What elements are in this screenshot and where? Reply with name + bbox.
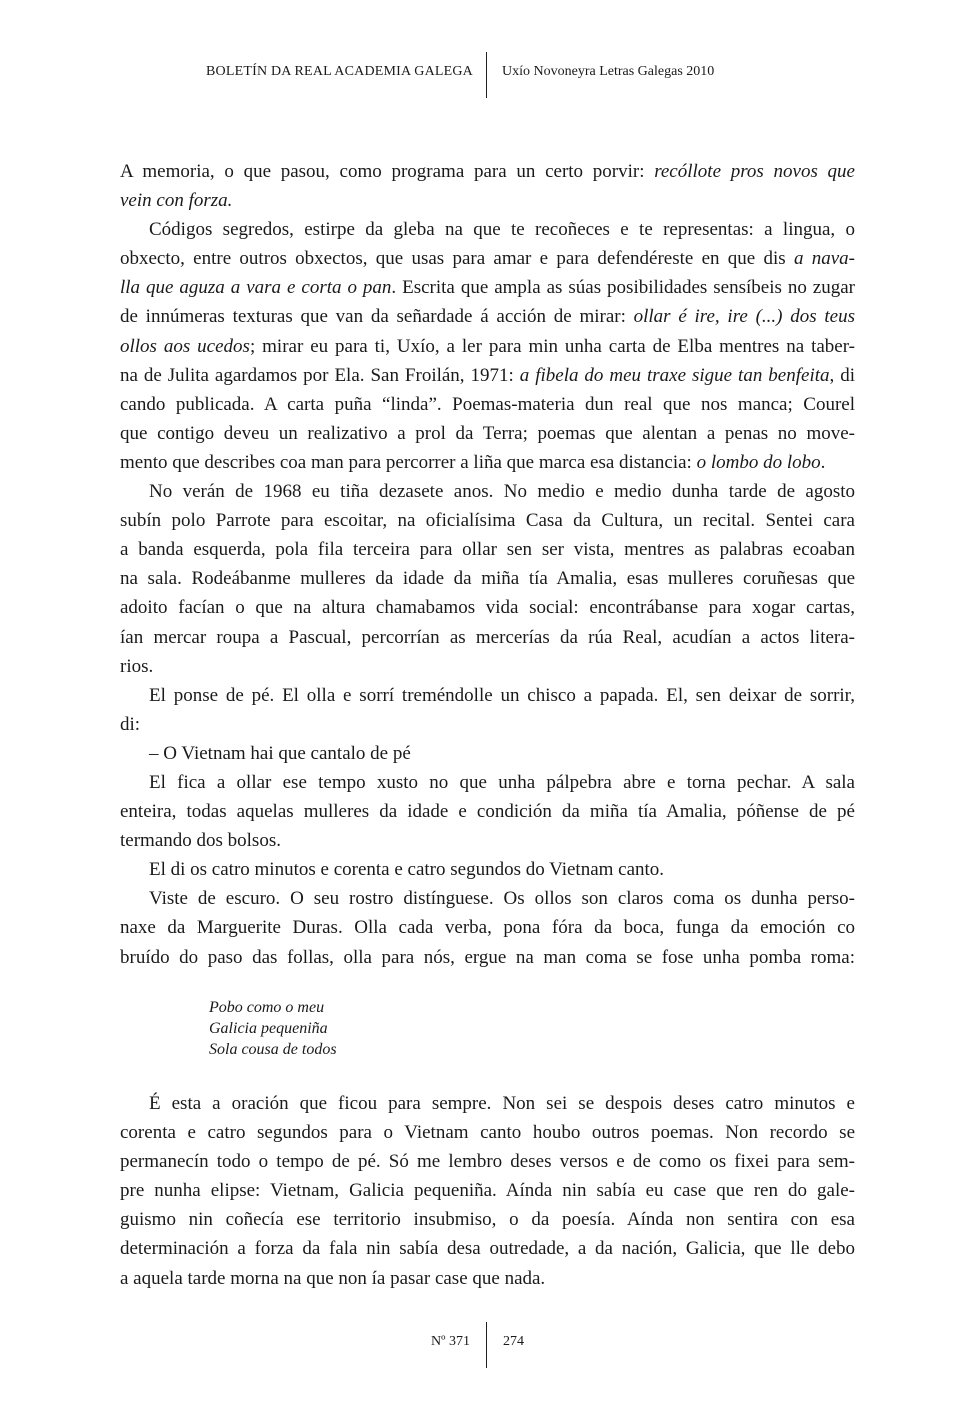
text-run: bruído do paso das follas, olla para nós, ergue na man coma se fose unha pomba roma:: [120, 946, 855, 968]
text-line: [120, 1147, 855, 1176]
issue-number: Nº 371: [431, 1334, 470, 1349]
page-number: 274: [503, 1334, 524, 1349]
poem-quote: [209, 997, 337, 1060]
running-header: [0, 52, 975, 98]
text-line: [120, 390, 855, 419]
text-run: guismo nin coñecía ese territorio insubmiso, o da poesía. Aínda non sentira con esa: [120, 1209, 855, 1231]
text-line: [120, 477, 855, 506]
text-run: . Escrita que ampla as súas posibilidades sensíbeis no zugar: [391, 277, 855, 299]
poem-line: Sola cousa de todos: [209, 1041, 337, 1058]
text-run: ; mirar eu para ti, Uxío, a ler para min unha carta de Elba mentres na taber-: [249, 335, 855, 357]
text-run: rios.: [120, 655, 154, 677]
text-run: na sala. Rodeábanme mulleres da idade da miña tía Amalia, esas mulleres coruñesas que: [120, 568, 855, 590]
main-text: [120, 157, 855, 972]
italic-quote: recóllote pros novos que: [654, 161, 855, 182]
poem-line: Galicia pequeniña: [209, 1020, 328, 1037]
text-run: adoito facían o que na altura chamabamos vida social: encontrábanse para xogar cartas,: [120, 597, 855, 619]
text-line: [120, 506, 855, 535]
text-run: Códigos segredos, estirpe da gleba na que te recoñeces e te representas: a lingua, o: [149, 219, 855, 241]
text-line: [120, 1176, 855, 1205]
italic-quote: a fibela do meu traxe sigue tan benfeita: [519, 364, 830, 386]
text-line: [120, 244, 855, 273]
text-run: di:: [120, 713, 141, 735]
text-run: subín polo Parrote para escoitar, na oficialísima Casa da Cultura, un recital. Sentei cara: [120, 510, 855, 532]
text-line: [120, 1118, 855, 1147]
italic-quote: ollos aos ucedos: [120, 335, 250, 357]
text-line: [120, 739, 855, 768]
text-run: permanecín todo o tempo de pé. Só me lembro deses versos e de como os fixei para sem-: [120, 1151, 855, 1173]
text-line: [120, 681, 855, 710]
text-line: [120, 448, 855, 477]
poem-line: Pobo como o meu: [209, 999, 325, 1016]
text-run: ían mercar roupa a Pascual, percorrían as mercerías da rúa Real, acudían a actos litera-: [120, 626, 855, 648]
main-text-continued: [120, 1089, 855, 1293]
text-run: .: [820, 451, 826, 473]
text-line: [120, 943, 855, 972]
text-line: [120, 826, 855, 855]
text-line: [120, 302, 855, 331]
text-line: [120, 913, 855, 942]
text-run: El di os catro minutos e corenta e catro segundos do Vietnam canto.: [149, 859, 665, 881]
text-line: [120, 564, 855, 593]
text-line: [120, 332, 855, 361]
text-line: [120, 855, 855, 884]
text-run: Viste de escuro. O seu rostro distínguese. Os ollos son claros coma os dunha perso-: [149, 888, 855, 910]
text-line: [120, 419, 855, 448]
text-line: [120, 157, 855, 186]
italic-quote: o lombo do lobo: [696, 451, 821, 473]
text-run: El ponse de pé. El olla e sorrí treméndolle un chisco a papada. El, sen deixar de sorrir,: [149, 684, 855, 706]
text-line: [120, 361, 855, 390]
text-line: [120, 215, 855, 244]
text-line: [120, 535, 855, 564]
text-run: cando publicada. A carta puña “linda”. Poemas-materia dun real que nos manca; Courel: [120, 393, 855, 415]
italic-quote: vein con forza.: [120, 190, 233, 212]
text-run: de innúmeras texturas que van da señardade á acción de mirar:: [120, 306, 634, 328]
text-run: É esta a oración que ficou para sempre. Non sei se despois deses catro minutos e: [149, 1093, 855, 1114]
text-run: No verán de 1968 eu tiña dezasete anos. No medio e medio dunha tarde de agosto: [149, 481, 855, 503]
text-run: corenta e catro segundos para o Vietnam canto houbo outros poemas. Non recordo se: [120, 1122, 855, 1144]
footer-divider: [486, 1322, 487, 1368]
text-line: [120, 1264, 855, 1293]
text-run: mento que describes coa man para percorrer a liña que marca esa distancia:: [120, 451, 697, 473]
text-line: [120, 768, 855, 797]
header-divider: [486, 52, 487, 98]
text-run: enteira, todas aquelas mulleres da idade e condición da miña tía Amalia, póñense de pé: [120, 801, 855, 823]
text-line: [120, 186, 855, 215]
text-line: [120, 623, 855, 652]
text-run: a aquela tarde morna na que non ía pasar case que nada.: [120, 1267, 546, 1289]
journal-title: BOLETÍN DA REAL ACADEMIA GALEGA: [206, 64, 473, 79]
text-line: [120, 273, 855, 302]
text-line: [120, 652, 855, 681]
italic-quote: lla que aguza a vara e corta o pan: [120, 277, 392, 299]
text-run: determinación a forza da fala nin sabía desa outredade, a da nación, Galicia, que lle debo: [120, 1238, 855, 1260]
section-title: Uxío Novoneyra Letras Galegas 2010: [502, 64, 715, 79]
text-run: pre nunha elipse: Vietnam, Galicia pequeniña. Aínda nin sabía eu case que ren do gale-: [120, 1180, 855, 1202]
text-line: [120, 710, 855, 739]
italic-quote: ollar é ire, ire (...) dos teus: [633, 306, 855, 328]
text-run: , di: [829, 364, 855, 386]
text-run: termando dos bolsos.: [120, 830, 281, 852]
text-run: obxecto, entre outros obxectos, que usas para amar e para defendéreste en que dis: [120, 248, 794, 270]
text-line: [120, 884, 855, 913]
text-run: na de Julita agardamos por Ela. San Froilán, 1971:: [120, 364, 520, 386]
text-line: [120, 1234, 855, 1263]
running-footer: [0, 1322, 975, 1368]
text-line: [120, 1205, 855, 1234]
italic-quote: a nava-: [793, 248, 855, 270]
text-run: – O Vietnam hai que cantalo de pé: [149, 742, 411, 764]
text-line: [120, 1089, 855, 1118]
text-run: El fica a ollar ese tempo xusto no que unha pálpebra abre e torna pechar. A sala: [149, 771, 855, 793]
text-line: [120, 593, 855, 622]
text-run: A memoria, o que pasou, como programa para un certo porvir:: [120, 161, 655, 182]
text-run: naxe da Marguerite Duras. Olla cada verba, pona fóra da boca, funga da emoción co: [120, 917, 855, 939]
text-run: que contigo deveu un realizativo a prol da Terra; poemas que alentan a penas no move-: [120, 422, 855, 444]
text-line: [120, 797, 855, 826]
text-run: a banda esquerda, pola fila terceira para ollar sen ser vista, mentres as palabras ecoaban: [120, 539, 855, 561]
